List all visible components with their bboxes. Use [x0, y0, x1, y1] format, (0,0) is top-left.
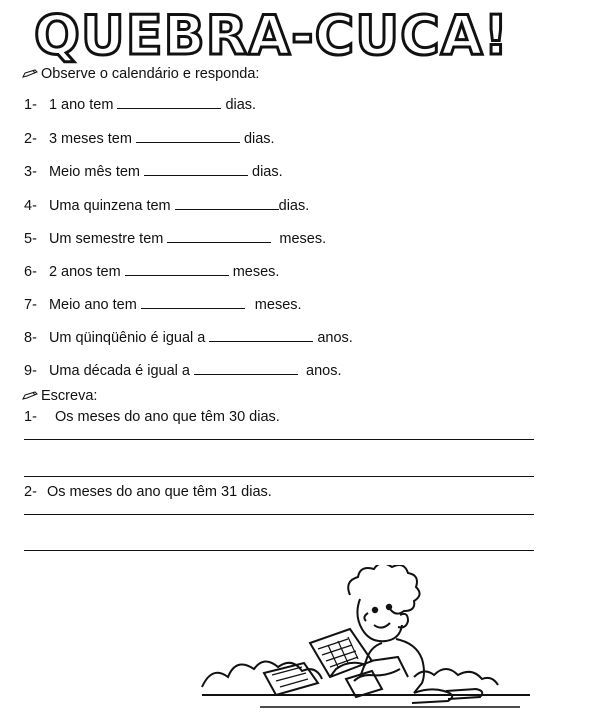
- question-number: 4-: [24, 198, 37, 214]
- question-unit: dias.: [278, 198, 310, 214]
- question-text: Um semestre tem: [48, 231, 164, 247]
- question-number: 6-: [24, 264, 37, 280]
- question-9: [24, 363, 342, 379]
- question-4: [24, 198, 309, 214]
- answer-blank[interactable]: [117, 106, 221, 109]
- question-number: 2-: [24, 131, 37, 147]
- question-1: [24, 97, 256, 113]
- question-text: Uma quinzena tem: [48, 198, 171, 214]
- answer-blank[interactable]: [175, 207, 279, 210]
- prompt-number: 2-: [24, 484, 37, 500]
- answer-blank[interactable]: [167, 240, 271, 243]
- question-6: [24, 264, 279, 280]
- question-unit: dias.: [252, 164, 283, 180]
- answer-blank[interactable]: [136, 140, 240, 143]
- answer-line[interactable]: [24, 439, 534, 440]
- question-number: 5-: [24, 231, 37, 247]
- answer-blank[interactable]: [141, 306, 245, 309]
- question-number: 7-: [24, 297, 37, 313]
- question-number: 3-: [24, 164, 37, 180]
- question-text: Um qüinqüênio é igual a: [48, 330, 206, 346]
- question-unit: anos.: [317, 330, 353, 346]
- pencil-icon: [22, 391, 38, 401]
- title-text: QUEBRA-CUCA!: [34, 4, 510, 64]
- question-unit: meses.: [279, 231, 327, 247]
- instruction-text: Observe o calendário e responda:: [41, 66, 260, 82]
- answer-blank[interactable]: [194, 372, 298, 375]
- worksheet-title: [30, 2, 550, 64]
- question-text: Uma década é igual a: [48, 363, 191, 379]
- question-8: [24, 330, 353, 346]
- instruction-write: [22, 388, 97, 404]
- question-number: 1-: [24, 97, 37, 113]
- write-prompt-2: [24, 484, 272, 500]
- question-text: 1 ano tem: [48, 97, 114, 113]
- answer-line[interactable]: [24, 514, 534, 515]
- question-unit: dias.: [243, 131, 275, 147]
- prompt-text: Os meses do ano que têm 31 dias.: [46, 484, 272, 500]
- instruction-text: Escreva:: [41, 388, 98, 404]
- prompt-number: 1-: [24, 409, 37, 425]
- question-5: [24, 231, 326, 247]
- question-number: 8-: [24, 330, 37, 346]
- answer-blank[interactable]: [209, 339, 313, 342]
- question-text: Meio ano tem: [48, 297, 137, 313]
- question-text: 3 meses tem: [48, 131, 132, 147]
- question-7: [24, 297, 302, 313]
- write-prompt-1: [24, 409, 280, 425]
- prompt-text: Os meses do ano que têm 30 dias.: [54, 409, 280, 425]
- question-unit: dias.: [225, 97, 257, 113]
- boy-with-calendar-illustration: [200, 565, 545, 715]
- question-3: [24, 164, 283, 180]
- title-lettering: [30, 2, 550, 64]
- answer-line[interactable]: [24, 476, 534, 477]
- question-unit: meses.: [232, 264, 280, 280]
- answer-line[interactable]: [24, 550, 534, 551]
- question-unit: meses.: [254, 297, 302, 313]
- answer-blank[interactable]: [144, 173, 248, 176]
- question-number: 9-: [24, 363, 37, 379]
- pencil-icon: [22, 69, 38, 79]
- question-text: Meio mês tem: [48, 164, 140, 180]
- question-2: [24, 131, 275, 147]
- question-text: 2 anos tem: [48, 264, 121, 280]
- question-unit: anos.: [306, 363, 342, 379]
- answer-blank[interactable]: [125, 273, 229, 276]
- instruction-observe: [22, 66, 259, 82]
